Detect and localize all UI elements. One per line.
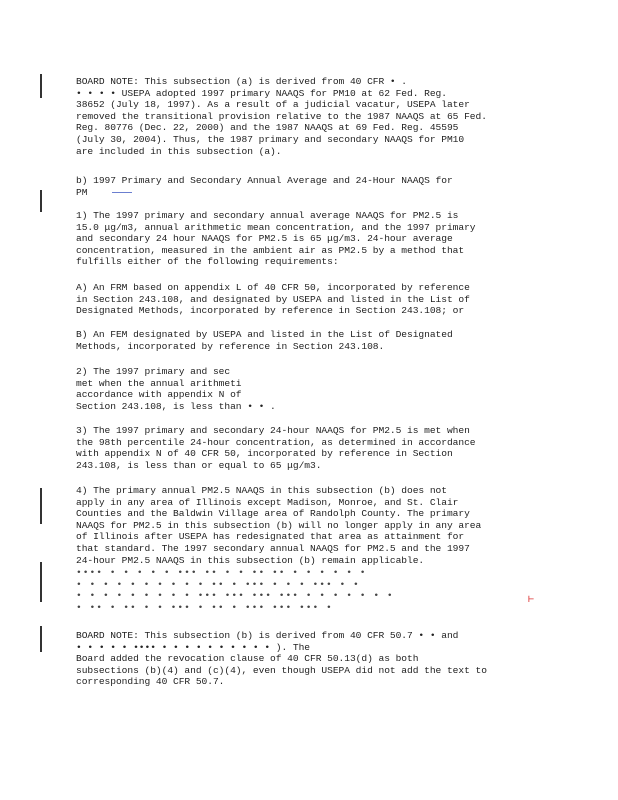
text-line: (July 30, 2004). Thus, the 1987 primary and secondary NAAQS for PM10 [76, 133, 465, 145]
text-line: b) 1997 Primary and Secondary Annual Average and 24-Hour NAAQS for [76, 175, 453, 186]
text-line: Methods, incorporated by reference in Section 243.108. [76, 340, 385, 352]
text-line: with appendix N of 40 CFR 50, incorporated by reference in Section [76, 448, 453, 460]
text-line: • • • • • • • • • • •• • ••• • • • ••• • • [76, 578, 360, 590]
text-line: corresponding 40 CFR 50.7. [76, 676, 225, 688]
paragraph-A [76, 282, 536, 317]
text-line: PM [76, 186, 88, 198]
text-line: • • • • • •••• • • • • • • • • • • ). The [76, 641, 310, 653]
text-line: 24-hour PM2.5 NAAQS in this subsection (b) remain applicable. [76, 554, 425, 566]
text-line: 4) The primary annual PM2.5 NAAQS in this subsection (b) does not [76, 485, 447, 496]
text-line: concentration, measured in the ambient air as PM2.5 by a method that [76, 244, 465, 256]
text-line: subsections (b)(4) and (c)(4), even though USEPA did not add the text to [76, 664, 487, 676]
text-line: fulfills either of the following requirements: [76, 256, 339, 268]
text-line: • •• • •• • • ••• • •• • ••• ••• ••• • [76, 601, 333, 613]
revision-bar [40, 626, 42, 652]
subsection-b-heading [76, 175, 536, 198]
margin-arrow-mark: ⊢ [528, 595, 535, 606]
revision-bar [40, 190, 42, 212]
text-line: apply in any area of Illinois except Madison, Monroe, and St. Clair [76, 496, 459, 508]
paragraph-2 [76, 366, 536, 412]
text-line: B) An FEM designated by USEPA and listed in the List of Designated [76, 329, 453, 340]
text-line: met when the annual arithmeti [76, 377, 242, 389]
revision-bar [40, 488, 42, 524]
board-note-a [76, 76, 536, 157]
text-line: of Illinois after USEPA has redesignated that area as attainment for [76, 531, 465, 543]
text-line: Board added the revocation clause of 40 CFR 50.13(d) as both [76, 653, 419, 665]
text-line: 1) The 1997 primary and secondary annual average NAAQS for PM2.5 is [76, 210, 459, 221]
text-line: 3) The 1997 primary and secondary 24-hour NAAQS for PM2.5 is met when [76, 425, 470, 436]
illegible-scan-lines [76, 567, 536, 613]
text-line: in Section 243.108, and designated by USEPA and listed in the List of [76, 293, 470, 305]
text-line: that standard. The 1997 secondary annual NAAQS for PM2.5 and the 1997 [76, 542, 470, 554]
inserted-underline [112, 192, 132, 193]
text-line: NAAQS for PM2.5 in this subsection (b) will no longer apply in any area [76, 519, 482, 531]
text-line: and secondary 24 hour NAAQS for PM2.5 is 65 μg/m3. 24-hour average [76, 233, 453, 245]
revision-bar [40, 562, 42, 602]
board-note-b [76, 630, 536, 688]
paragraph-1 [76, 210, 536, 268]
text-line: accordance with appendix N of [76, 389, 242, 401]
paragraph-3 [76, 425, 536, 471]
text-line: removed the transitional provision relative to the 1987 NAAQS at 65 Fed. [76, 110, 487, 122]
text-line: BOARD NOTE: This subsection (b) is derived from 40 CFR 50.7 • • and [76, 630, 459, 641]
text-line: 2) The 1997 primary and sec [76, 366, 231, 377]
revision-bar [40, 74, 42, 98]
text-line: •••• • • • • • ••• •• • • •• •• • • • • • • [76, 567, 367, 578]
paragraph-B [76, 329, 536, 352]
text-line: Section 243.108, is less than • • . [76, 400, 276, 412]
text-line: Counties and the Baldwin Village area of Randolph County. The primary [76, 508, 470, 520]
paragraph-4 [76, 485, 536, 566]
text-line: Reg. 80776 (Dec. 22, 2000) and the 1987 NAAQS at 69 Fed. Reg. 45595 [76, 122, 459, 134]
text-line: • • • • USEPA adopted 1997 primary NAAQS for PM10 at 62 Fed. Reg. [76, 87, 447, 99]
text-line: 243.108, is less than or equal to 65 μg/m3. [76, 459, 322, 471]
text-line: • • • • • • • • • ••• ••• ••• ••• • • • • • • • [76, 590, 394, 602]
text-line: are included in this subsection (a). [76, 145, 282, 157]
text-line: BOARD NOTE: This subsection (a) is derived from 40 CFR • . [76, 76, 408, 87]
text-line: 38652 (July 18, 1997). As a result of a judicial vacatur, USEPA later [76, 99, 470, 111]
text-line: the 98th percentile 24-hour concentration, as determined in accordance [76, 436, 476, 448]
text-line: 15.0 μg/m3, annual arithmetic mean concentration, and the 1997 primary [76, 221, 476, 233]
text-line: Designated Methods, incorporated by reference in Section 243.108; or [76, 305, 465, 317]
text-line: A) An FRM based on appendix L of 40 CFR 50, incorporated by reference [76, 282, 470, 293]
